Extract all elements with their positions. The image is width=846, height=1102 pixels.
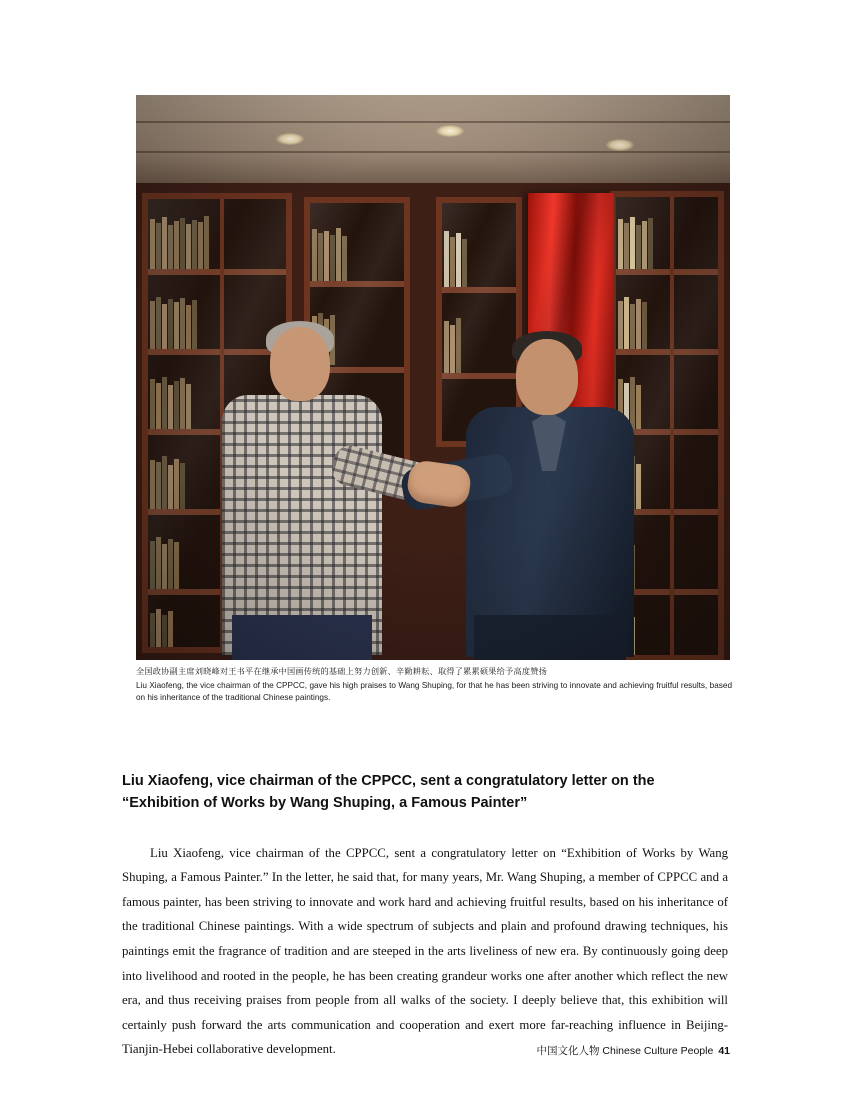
article-body: Liu Xiaofeng, vice chairman of the CPPCC, sent a congratulatory letter on “Exhibition of Works by Wang Shuping, a Famous Painter.” In the letter, he said that, for many years, Mr. Wang Shuping, a member of CPPCC and a famous painter, has been striving to innovate and work hard and achieving fruitful results, based on his inheritance of the traditional Chinese paintings. With a wide spectrum of subjects and plain and profound drawing techniques, his paintings emit the fragrance of tradition and are steeped in the arts liveliness of new era. By continuously going deep into livelihood and rooted in the people, he has been creating grandeur works one after another which reflect the new era, and thus receiving praises from people from all walks of the society. I deeply believe that, this exhibition will certainly push forward the arts communication and cooperation and exert more far-reaching influence in Beijing-Tianjin-Hebei collaborative development.	[122, 845, 728, 1057]
handshake-photograph	[136, 95, 730, 660]
caption-english: Liu Xiaofeng, the vice chairman of the CPPCC, gave his high praises to Wang Shuping, for that he has been striving to innovate and achieving fruitful results, based on his inheritance of the traditional Chinese paintings.	[136, 680, 732, 702]
photo-block	[136, 95, 730, 660]
ceiling-light-icon	[276, 133, 304, 145]
ceiling	[136, 95, 730, 187]
photo-caption	[136, 666, 732, 704]
ceiling-light-icon	[436, 125, 464, 137]
article-headline: Liu Xiaofeng, vice chairman of the CPPCC, sent a congratulatory letter on the “Exhibition of Works by Wang Shuping, a Famous Painter”	[122, 772, 655, 812]
page-footer	[536, 1043, 730, 1058]
footer-label: 中国文化人物 Chinese Culture People	[536, 1045, 714, 1057]
ceiling-light-icon	[606, 139, 634, 151]
caption-chinese: 全国政协副主席刘晓峰对王书平在继承中国画传统的基础上努力创新、辛勤耕耘、取得了累累硕果给予高度赞扬	[136, 667, 547, 676]
page-number: 41	[718, 1045, 730, 1057]
